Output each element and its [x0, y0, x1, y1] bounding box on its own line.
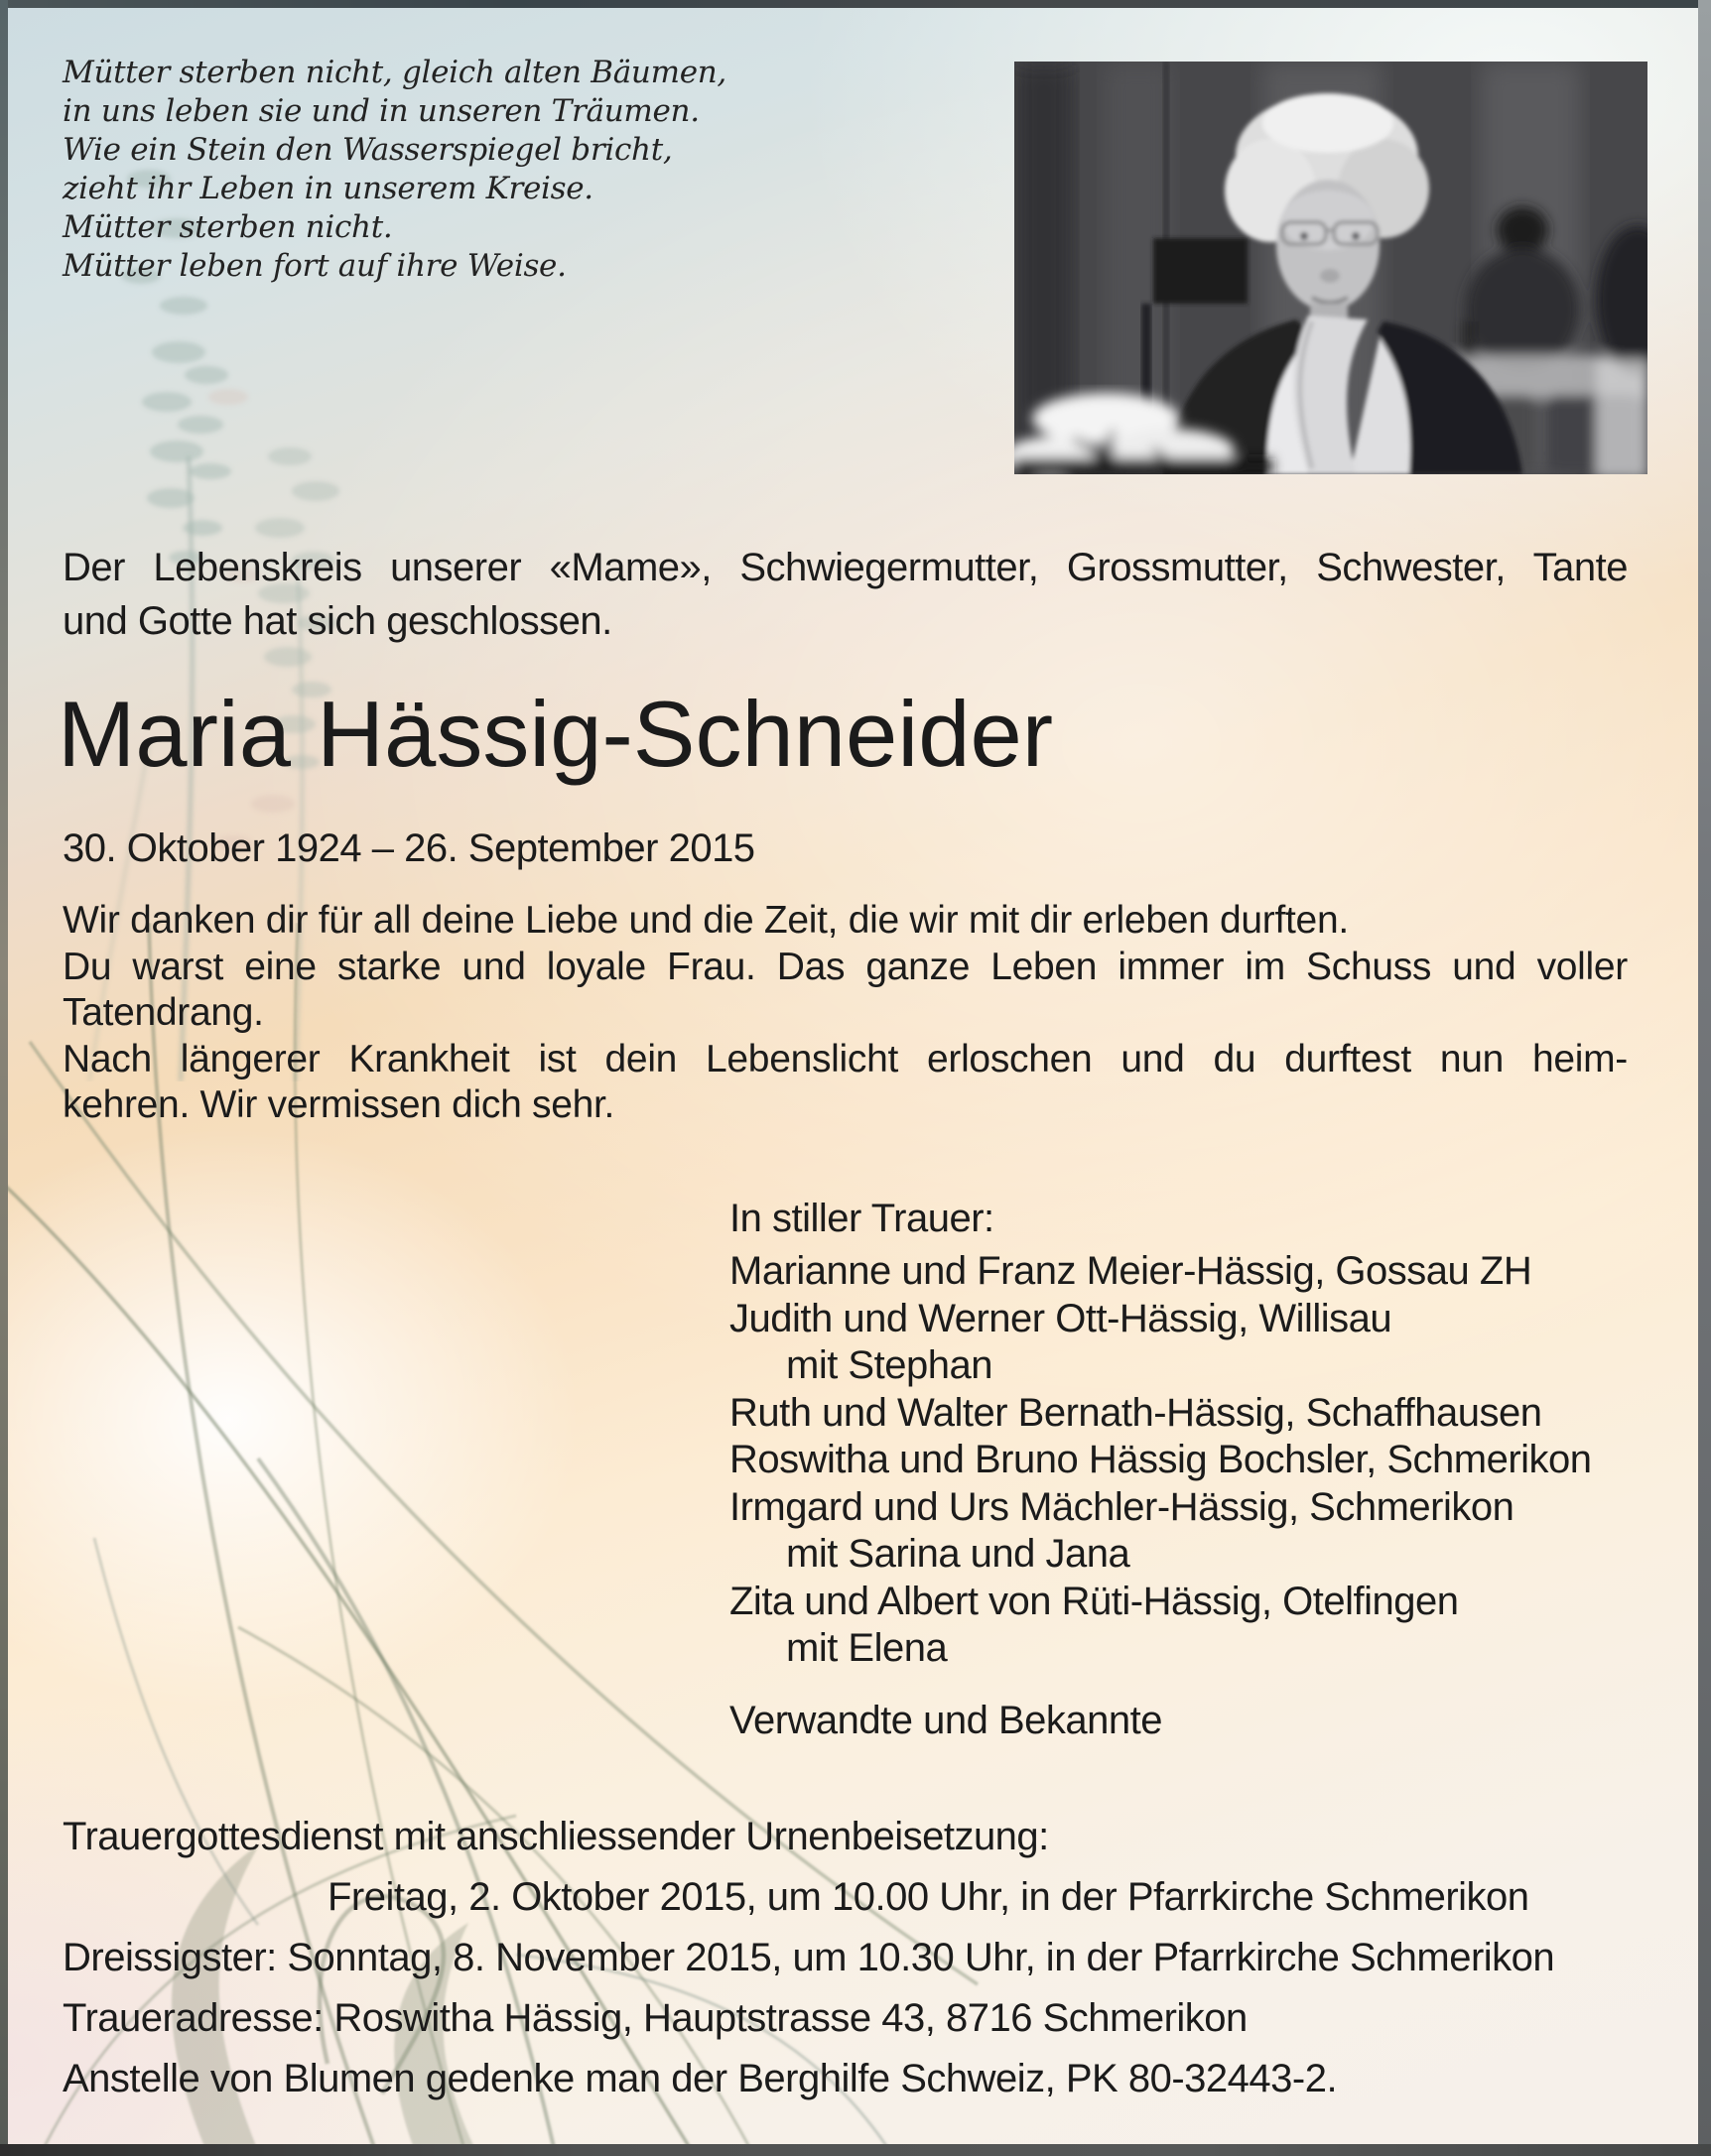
tribute-line: Wir danken dir für all deine Liebe und die Zeit, die wir mit dir erleben durften.	[63, 899, 1349, 942]
service-details	[63, 1812, 1660, 2103]
service-line: Anstelle von Blumen gedenke man der Berghilfe Schweiz, PK 80-32443-2.	[63, 2057, 1338, 2100]
mourner-line: Roswitha und Bruno Hässig Bochsler, Schmerikon	[729, 1438, 1592, 1481]
service-line: Trauergottesdienst mit anschliessender Urnenbeisetzung:	[63, 1815, 1049, 1858]
intro-paragraph	[63, 541, 1628, 648]
mourner-line: Judith und Werner Ott-Hässig, Willisau	[729, 1296, 1392, 1340]
mourning-closing: Verwandte und Bekannte	[729, 1699, 1163, 1742]
mourners-list	[729, 1248, 1623, 1673]
poem-line: Wie ein Stein den Wasserspiegel bricht,	[63, 132, 673, 168]
mourning-heading: In stiller Trauer:	[729, 1197, 994, 1240]
service-line: Traueradresse: Roswitha Hässig, Hauptstrasse 43, 8716 Schmerikon	[63, 1996, 1248, 2040]
intro-line: Der Lebenskreis unserer «Mame», Schwiegermutter, Grossmutter, Schwester, Tante	[63, 546, 1628, 589]
mourner-line: mit Elena	[786, 1626, 948, 1670]
mourner-line: Zita und Albert von Rüti-Hässig, Otelfingen	[729, 1579, 1459, 1623]
poem-line: in uns leben sie und in unseren Träumen.	[63, 93, 700, 129]
deceased-name: Maria Hässig-Schneider	[58, 682, 1054, 786]
tribute-paragraph	[63, 898, 1628, 1129]
memorial-poem	[63, 54, 726, 286]
service-line: Dreissigster: Sonntag, 8. November 2015, um 10.30 Uhr, in der Pfarrkirche Schmerikon	[63, 1936, 1555, 1979]
poem-line: Mütter leben fort auf ihre Weise.	[63, 248, 567, 284]
intro-line: und Gotte hat sich geschlossen.	[63, 599, 612, 643]
poem-line: Mütter sterben nicht.	[63, 209, 393, 245]
poem-line: Mütter sterben nicht, gleich alten Bäumen,	[63, 55, 726, 90]
tribute-line: Nach längerer Krankheit ist dein Lebenslicht erloschen und du durftest nun heim-	[63, 1037, 1628, 1080]
tribute-line: Du warst eine starke und loyale Frau. Das ganze Leben immer im Schuss und voller	[63, 945, 1628, 988]
mourner-line: mit Stephan	[786, 1343, 992, 1387]
mourner-line: Irmgard und Urs Mächler-Hässig, Schmerikon	[729, 1484, 1514, 1529]
mourner-line: mit Sarina und Jana	[786, 1532, 1130, 1576]
tribute-line: Tatendrang.	[63, 991, 264, 1034]
portrait-photo	[1014, 62, 1647, 474]
mourner-line: Ruth und Walter Bernath-Hässig, Schaffhausen	[729, 1390, 1542, 1435]
scan-border-left	[0, 0, 8, 2156]
scan-border-bottom	[0, 2144, 1711, 2156]
poem-line: zieht ihr Leben in unserem Kreise.	[63, 171, 593, 206]
tribute-line: kehren. Wir vermissen dich sehr.	[63, 1083, 615, 1126]
service-line: Freitag, 2. Oktober 2015, um 10.00 Uhr, in der Pfarrkirche Schmerikon	[328, 1875, 1529, 1919]
life-dates: 30. Oktober 1924 – 26. September 2015	[63, 826, 755, 870]
scan-border-top	[0, 0, 1711, 8]
mourner-line: Marianne und Franz Meier-Hässig, Gossau ZH	[729, 1249, 1532, 1293]
scan-border-right	[1698, 0, 1711, 2156]
